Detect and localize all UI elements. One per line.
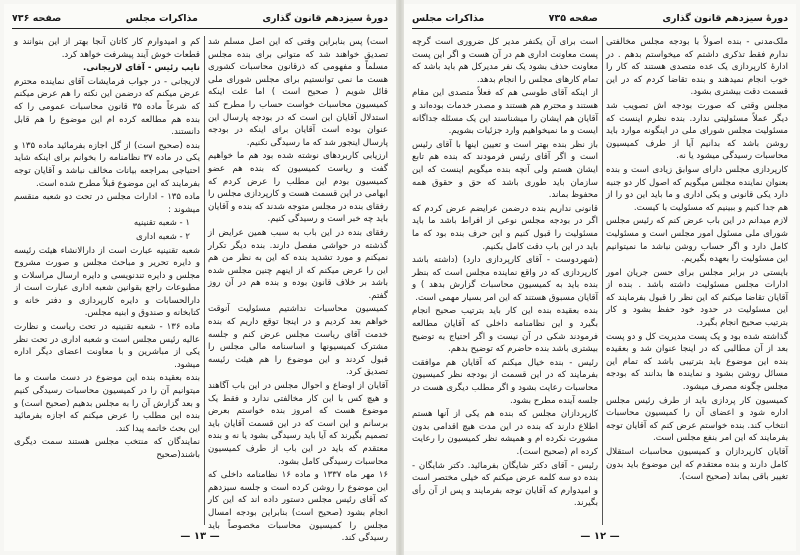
header-page-number: صفحه ۷۳۵	[548, 12, 598, 24]
page-footer: — ۱۳ —	[180, 531, 220, 542]
paragraph: لازم میدانم در این باب عرض کنم که رئیس مجلس شورای ملی مسئول امور مجلس است و مسئولیت کامل دارد و اگر حساب روشن نباشد ما نمیتوانیم این مسئولیت را بعهده بگیریم.	[606, 216, 788, 265]
paragraph: کارپردازان مجلس که بنده هم یکی از آنها هستم اطلاع دارند که بنده در این مدت هیچ اقدامی بدون مشورت نکرده ام و همیشه نظر کمیسیون را رعایت کرده ام (صحیح است).	[412, 409, 598, 457]
paragraph: ارزیابی کاربردهای نوشته شده بود هم ما خواهیم گفت و ریاست کمیسیون که بنده هم عضو کمیسیون بودم این مطلب را عرض کردم که ابهامی در این قسمت هست و کارپردازی مجلس را رفقای بنده در مجلس متوجه شدند که بنده و آقایان باید چه خبر است و رسیدگی کنیم.	[208, 151, 388, 225]
paragraph: است) پس بنابراین وقتی که این اصل مسلم شد تصدیق خواهند شد که متوانی برای بنده مجلس مسلماً و مفهومی که ذرقانون محاسبات کشوری هست ما نمی توانستیم برای مجلس شورای ملی قائل شویم ( صحیح است ) اما علت اینکه کمیسیون محاسبات خواست حساب را مطرح کند استدلال آقایان این است که در بودجه پارسال این عنوان بوده است آقایان برای اینکه در بودجه پارسال اینجور شد که ما رسیدگی نکنیم.	[208, 37, 388, 148]
paragraph: کارپردازی مجلس دارای سوابق زیادی است و بنده بعنوان نماینده مجلس میگویم که اصول کار دو جنبه دارد یکی قانونی و یکی اداری و ما باید این دو را از هم جدا کنیم و ببینیم که مسئولیت با کیست.	[606, 164, 788, 213]
header-rule	[12, 28, 388, 29]
paragraph: ملک‌مدنی - بنده اصولاً با بودجه مجلس مخالفتی ندارم فقط تذکری داشتم که میخواستم بدهم . در ادارهٔ کارپردازی یک عده متصدی هستند که کار را خوب انجام نمیدهند و بنده تقاضا کردم که در این قسمت دقت بیشتری بشود.	[606, 37, 788, 98]
book-gutter	[396, 0, 404, 555]
paragraph: نمایندگان که منتخب مجلس هستند سمت دیگری باشند(صحیح	[14, 437, 200, 460]
text-column-right	[606, 36, 788, 527]
paragraph: باز نظر بنده بهتر است و تعیین اینها با آقای رئیس است و اگر آقای رئیس فرمودند که بنده هم تابع ایشان هستم ولی آنچه بنده میگویم اینست که این سازمان باید طوری باشد که حق و حقوق همه محفوظ بماند.	[412, 139, 598, 201]
paragraph: است برای آن یکنفر مدیر کل ضروری است گرچه پست معاونت اداری هم در آن هست و اگر این پست معاونت حذف بشود یک نفر مدیرکل هم باید باشد که تمام کارهای مجلس را انجام بدهد.	[412, 37, 598, 85]
paragraph: آقایان از اوضاع و احوال مجلس در این باب آگاهند و هیچ کس با این کار مخالفتی ندارد و فقط یک موضوع هست که امروز بنده خواستم بعرض برسانم و این است که در این قسمت آقایان باید تصمیم بگیرند که آیا باید رسیدگی بشود یا نه و بنده معتقدم که باید در این باب از طرف کمیسیون محاسبات رسیدگی کامل بشود.	[208, 381, 388, 467]
paragraph: بایستی در برابر مجلس برای حسن جریان امور ادارات مجلس مسئولیت داشته باشد . بنده از آقایان تقاضا میکنم که این نظر را قبول بفرمایند که این مسئولیت در حدود خود حفظ بشود و کار بترتیب صحیح انجام بگیرد.	[606, 267, 788, 329]
paragraph: (شهردوست - آقای کارپردازی دارد) (داشته باشد کارپردازی که در واقع نماینده مجلس است که بنظر بنده باید به کمیسیون محاسبات گزارش بدهد ) و آقایان مسبوق هستند که این امر بسیار مهمی است.	[412, 255, 598, 303]
speaker-heading: نایب رئیس - آقای لاریجانی.	[83, 63, 200, 74]
page-footer: — ۱۲ —	[580, 531, 620, 542]
paragraph: شعبه تقنینیه عبارت است از دارالانشاء هیئت رئیسه و دایره تحریر و مباحث مجلس و صورت مشروح مجلس و دایره تندنویسی و دایره ارسال مراسلات و مطبوعات راجع بقوانین شعبه اداری عبارت است از دارالحسابات و دایره کارپردازی و دفتر خانه و کتابخانه و صندوق و ابنیه مجلس.	[14, 245, 200, 319]
paragraph: ماده ۱۳۶ - شعبه تقنینیه در تحت ریاست و نظارت عالیه رئیس مجلس است و شعبه اداری در تحت نظر یکی از مباشرین و با معاونت اعضای دیگر اداره میشود.	[14, 322, 200, 370]
paragraph: مجلس وقتی که صورت بودجه اش تصویب شد دیگر عملاً مسئولیتی ندارد. بنده نظرم اینست که مسئولیت مجلس شورای ملی در اینگونه موارد باید روشن باشد که بدانیم آیا از طرف کمیسیون محاسبات رسیدگی میشود یا نه.	[606, 100, 788, 162]
column-divider	[204, 36, 205, 525]
header-series: دورهٔ سیزدهم قانون گذاری	[662, 12, 788, 24]
header-rule	[412, 28, 788, 29]
paragraph: قانونی نداریم بنده درضمن عرایضم عرض کردم که اگر در بودجه مجلس نوعی از افراط باشد ما باید مسئولیت را قبول کنیم و این حرف بنده بود که ما باید در این باب دقت کامل بکنیم.	[412, 203, 598, 252]
paragraph: گذاشته شده بود و یک پست مدیریت کل و دو پست بعد از آن مطالبی که در اینجا عنوان شد و بعقیده بنده این موضوع باید بترتیبی باشد که تمام این مسائل روشن بشود و نماینده ها بدانند که بودجه مجلس چگونه مصرف میشود.	[606, 331, 788, 393]
paragraph: آقایان کارپردازان و کمیسیون محاسبات استقلال کامل دارند و بنده معتقدم که این موضوع باید بدون تغییر باقی بماند (صحیح است).	[606, 447, 788, 483]
header-series: دورهٔ سیزدهم قانون گذاری	[262, 12, 388, 24]
paragraph: رئیس - آقای دکتر شایگان بفرمائید. دکتر شایگان - بنده دو سه کلمه عرض میکنم که خیلی مختصر است و امیدوارم که آقایان توجه بفرمایند و پس از آن رأی بگیرند.	[412, 460, 598, 509]
page-header	[412, 10, 788, 26]
paragraph: رفقای بنده در این باب به سبب همین عرایض از گذشته در حواشی مفصل دارند. بنده دیگر تکرار نمیکنم و مورد تشدید بنده که این به نظر من هم این را عرض میکنم که از اینهم چنین مجلس شده باشد بر خلاف قانون بوده و بنده هم در آن روز گفتم.	[208, 227, 388, 301]
list-item: ۲ - شعبه اداری	[136, 231, 190, 242]
page-header	[12, 10, 388, 26]
header-page-number: صفحه ۷۳۶	[12, 12, 62, 24]
header-title: مذاکرات مجلس	[125, 12, 198, 24]
paragraph: ۱۶ مهر ماه ۱۳۳۷ و ماده ۱۶ نظامنامه داخلی که این موضوع را روشن کرده است و جلسه سیزدهم که آقای رئیس مجلس دستور داده اند که این کار انجام بشود (صحیح است) بنابراین بودجه امسال مجلس را کمیسیون محاسبات مخصوصاً باید رسیدگی کند.	[208, 470, 389, 544]
page-735	[404, 4, 796, 551]
paragraph: کم و امیدوارم کار کاتان آنجا بهتر از این بنوانند و قطعات خوش آیند پیشرفت خواهد کرد.	[14, 37, 200, 60]
header-title: مذاکرات مجلس	[412, 12, 485, 24]
paragraph: بنده بعقیده بنده این موضوع در دست ماست و ما میتوانیم آن را در کمیسیون محاسبات رسیدگی کنیم و بعد گزارش آن را به مجلس بدهیم (صحیح است) و بنده این مطلب را عرض میکنم که اجازه بفرمائید این بحث خاتمه پیدا کند.	[14, 373, 200, 434]
page-736	[4, 4, 396, 551]
list-item: ۱ - شعبه تقنینیه	[133, 218, 190, 229]
paragraph: بنده (صحیح است) از گل اجازه بفرمائید ماده ۱۳۵ و یکی در ماده ۳۷ نظامنامه را بخوانم برای اینکه شاید احتیاجی بمراجعه بیانات مخالف نباشد و آقایان توجه بفرمایند که این موضوع قبلاً مطرح شده است.	[14, 140, 200, 189]
paragraph: لاریجانی - در جواب فرمایشات آقای نماینده محترم عرض میکنم که درضمن این نکته را هم عرض میکنم که شرعاً ماده ۳۵ قانون محاسبات عمومی را که بنده هم مطالعه کرده ام این موضوع را هم قابل دانستند.	[14, 76, 200, 138]
paragraph: از اینکه آقای طوسی هم که فعلاً متصدی این مقام هستند و محترم هم هستند و مصدر خدمات بوده‌اند و آقایان هم ایشان را میشناسند این یک مسئله جداگانه ایست و ما نمیخواهیم وارد جزئیات بشویم.	[412, 88, 598, 137]
paragraph: ماده ۱۳۵ - ادارات مجلس در تحت دو شعبه منقسم میشوند :	[14, 192, 200, 215]
column-divider	[602, 36, 603, 525]
paragraph: کمیسیون کار پردازی باید از طرف رئیس مجلس اداره شود و اعضای آن را کمیسیون محاسبات انتخاب کند. بنده خواستم عرض کنم که آقایان توجه بفرمایند که این امر بنفع مجلس است.	[606, 395, 788, 444]
paragraph: رئیس - بنده خیال میکنم که آقایان هم موافقت بفرمایند که در این قسمت از بودجه نظر کمیسیون محاسبات رعایت بشود و اگر مطلب دیگری هست در جلسه آینده مطرح بشود.	[412, 357, 598, 406]
paragraph: کمیسیون محاسبات نداشتیم مسئولیت آنوقت خواهم بعد کردیم و در اینجا توقع داریم که بنده خدمت آقای ریاست مجلس عرض کنم و جلسه مشترک کمیسیونها و اساسنامه مالی مجلس را قبول کردند و این موضوع را هم هیئت رئیسه تصدیق کرد.	[208, 304, 388, 378]
text-column-right	[208, 36, 389, 544]
text-column-left	[14, 36, 200, 527]
text-column-left	[412, 36, 598, 527]
paragraph: بنده بعقیده بنده این کار باید بترتیب صحیح انجام بگیرد و این نظامنامه داخلی که آقایان مطالعه فرمودند شکی در آن نیست و اگر احتیاج به توضیح بیشتری باشد بنده حاضرم که توضیح بدهم.	[412, 306, 598, 355]
